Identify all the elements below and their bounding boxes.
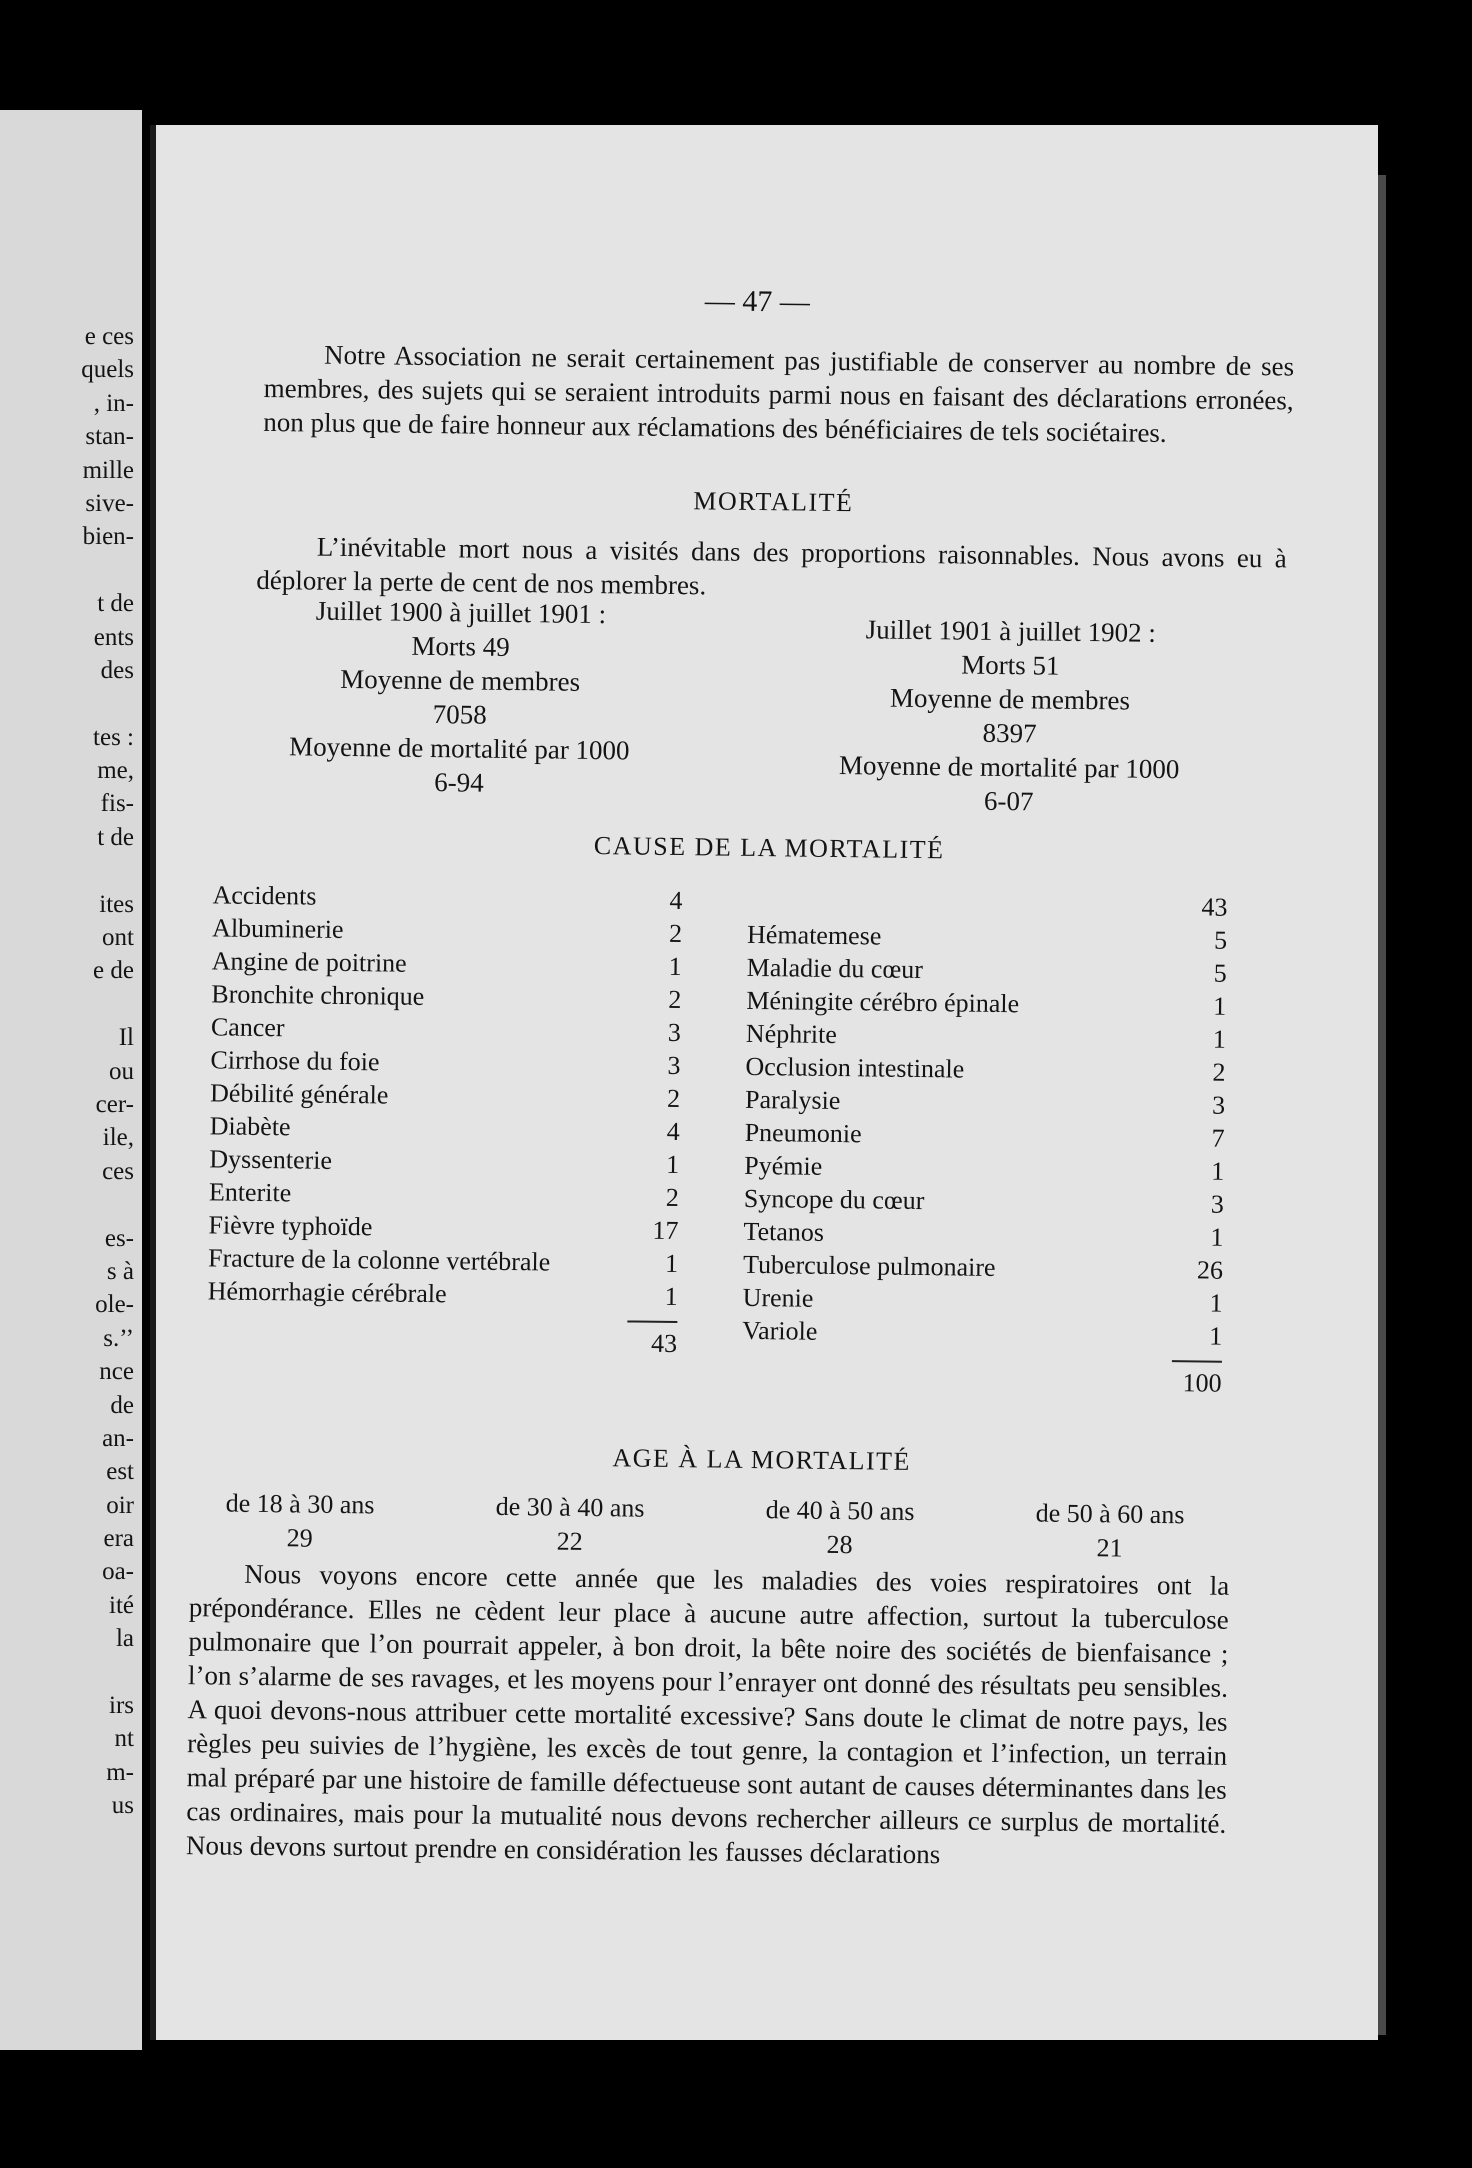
cause-name: Accidents: [212, 880, 317, 911]
stats-right-moyenne-label: Moyenne de membres: [889, 682, 1131, 716]
cause-name: Fracture de la colonne vertébrale: [207, 1243, 551, 1277]
cause-count: 7: [1211, 1123, 1225, 1153]
cause-count: 2: [666, 1083, 681, 1114]
causes-left-list: [207, 878, 683, 1360]
cause-count: 1: [1212, 1024, 1227, 1054]
cause-name: Paralysie: [744, 1084, 841, 1116]
left-page-fragment: [0, 110, 142, 2050]
left-line: s.’’: [103, 1324, 134, 1352]
left-line: fis-: [100, 790, 134, 818]
left-line: us: [111, 1792, 134, 1820]
stats-right: [779, 611, 1241, 821]
left-line: des: [100, 656, 134, 684]
left-line: stan-: [85, 423, 134, 451]
cause-count: 1: [668, 951, 682, 982]
page-content: [144, 118, 1389, 2048]
cause-count: 2: [668, 918, 683, 949]
cause-count: 17: [652, 1215, 679, 1246]
cause-name: Tuberculose pulmonaire: [742, 1249, 996, 1282]
cause-name: Hématemese: [746, 919, 882, 951]
left-line: ents: [93, 623, 134, 651]
cause-count: 1: [664, 1281, 678, 1312]
cause-count: 2: [668, 984, 682, 1015]
age-count: 29: [286, 1523, 313, 1553]
cause-name: Variole: [742, 1315, 818, 1346]
cause-name: Débilité générale: [209, 1078, 389, 1110]
left-line: tes :: [93, 723, 134, 751]
cause-count: 3: [1210, 1189, 1225, 1219]
cause-row: [743, 1248, 1223, 1287]
left-line: sive-: [85, 489, 134, 517]
cause-row: [208, 1274, 678, 1313]
cause-name: Néphrite: [745, 1018, 838, 1049]
cause-count: 4: [666, 1116, 680, 1147]
section-heading-mortalite: MORTALITÉ: [693, 486, 854, 518]
cause-row: [742, 1314, 1222, 1353]
left-line: [81, 988, 134, 1021]
page-number: — 47 —: [704, 284, 811, 319]
causes-left-total: 43: [650, 1328, 678, 1359]
age-range: de 40 à 50 ans: [765, 1495, 915, 1526]
stats-right-moyenne-value: 8397: [982, 717, 1037, 749]
left-line: nce: [99, 1358, 134, 1386]
cause-name: Urenie: [742, 1282, 814, 1313]
stats-right-mortalite-value: 6-07: [983, 785, 1034, 817]
left-line: nt: [114, 1725, 134, 1753]
left-line: [81, 1656, 134, 1689]
cause-name: Maladie du cœur: [746, 952, 924, 985]
age-group: [719, 1493, 960, 1564]
left-line: es-: [104, 1224, 134, 1252]
left-line: t de: [97, 590, 134, 618]
causes-right-carry: 43: [1201, 892, 1228, 922]
cause-name: Occlusion intestinale: [745, 1051, 965, 1084]
left-line: quels: [81, 356, 134, 384]
causes-right-total: 100: [1182, 1368, 1222, 1398]
cause-name: Hémorrhagie cérébrale: [207, 1276, 447, 1309]
left-line: la: [115, 1625, 134, 1653]
age-range: de 18 à 30 ans: [225, 1488, 375, 1520]
cause-name: Fièvre typhoïde: [208, 1210, 373, 1242]
cause-count: 26: [1196, 1255, 1224, 1285]
left-line: [81, 687, 134, 720]
stats-left-morts: Morts 49: [411, 630, 510, 662]
causes-right-list: [741, 885, 1227, 1400]
stats-right-period: Juillet 1901 à juillet 1902 :: [865, 614, 1157, 648]
total-rule: [1172, 1360, 1222, 1363]
left-line: [81, 554, 134, 587]
stats-left-moyenne-label: Moyenne de membres: [340, 663, 581, 697]
left-line: cer-: [95, 1090, 134, 1118]
cause-name: Albuminerie: [211, 913, 344, 944]
cause-count: 2: [665, 1182, 680, 1213]
stats-left-mortalite-value: 6-94: [434, 767, 484, 798]
stats-left-period: Juillet 1900 à juillet 1901 :: [315, 595, 607, 630]
left-line: e de: [93, 957, 134, 985]
total-rule: [627, 1320, 677, 1323]
left-line: ont: [102, 924, 134, 952]
cause-count: 1: [1209, 1321, 1223, 1351]
left-line: ile,: [102, 1124, 134, 1152]
cause-name: Méningite cérébro épinale: [746, 985, 1020, 1019]
section-heading-age: AGE À LA MORTALITÉ: [612, 1443, 912, 1476]
cause-name: Pyémie: [744, 1150, 823, 1181]
left-line: s à: [106, 1257, 134, 1285]
left-line: ité: [109, 1591, 134, 1619]
cause-name: Bronchite chronique: [211, 979, 425, 1011]
cause-name: Enterite: [208, 1177, 292, 1208]
stats-left: [239, 593, 681, 802]
left-line: de: [110, 1391, 134, 1419]
cause-name: Diabète: [209, 1111, 291, 1142]
cause-name: Syncope du cœur: [743, 1183, 925, 1216]
cause-name: Pneumonie: [744, 1117, 862, 1149]
left-line: mille: [82, 456, 134, 484]
cause-count: 3: [1211, 1090, 1226, 1120]
cause-name: Dyssenterie: [209, 1144, 333, 1175]
left-line: bien-: [82, 523, 134, 551]
left-line: [81, 1188, 134, 1221]
left-line: ole-: [95, 1291, 134, 1319]
cause-name: Cancer: [210, 1012, 285, 1043]
closing-paragraph: Nous voyons encore cette année que les maladies des voies respiratoires ont la prépondérance. Elles ne cèdent leur place à aucune autre affection, surtout la tuberculose pulmonaire que l’on pourrait appeler, à bon droit, la bête noire des sociétés de bienfaisance ; l’on s’alarme de ses ravages, et les moyens pour l’enrayer ont donné des résultats peu sensibles. A quoi devons-nous attribuer cette mortalité excessive? Sans doute le climat de notre pays, les règles peu suivies de l’hygiène, les excès de tout genre, la contagion et l’infection, un terrain mal préparé par une histoire de famille défectueuse sont autant de causes déterminantes dans les cas ordinaires, mais pour la mutualité nous devons rechercher ailleurs ce surplus de mortalité. Nous devons surtout prendre en considération les fausses déclarations: [185, 1558, 1230, 1870]
left-line: me,: [97, 757, 134, 785]
age-group: [179, 1486, 420, 1557]
cause-count: 5: [1213, 958, 1227, 988]
intro-paragraph: Notre Association ne serait certainement pas justifiable de conserver au nombre de ses membres, des sujets qui se seraient introduits parmi nous en faisant des déclarations erronées, non plus que de faire honneur aux réclamations des bénéficiaires de tels sociétaires.: [263, 339, 1295, 448]
mortalite-paragraph: L’inévitable mort nous a visités dans des proportions raisonnables. Nous avons eu à déplorer la perte de cent de nos membres.: [256, 531, 1287, 601]
left-line: an-: [102, 1424, 134, 1452]
stats-right-mortalite-label: Moyenne de mortalité par 1000: [838, 749, 1180, 785]
left-line: est: [106, 1458, 134, 1486]
left-line: oir: [106, 1491, 134, 1519]
cause-name: Tetanos: [743, 1216, 825, 1247]
cause-count: 2: [1212, 1057, 1226, 1087]
stats-right-morts: Morts 51: [961, 649, 1060, 681]
left-line: , in-: [93, 389, 134, 417]
cause-count: 3: [667, 1050, 681, 1081]
age-count: 22: [556, 1526, 583, 1556]
cause-count: 1: [664, 1248, 679, 1279]
age-range: de 30 à 40 ans: [495, 1491, 645, 1523]
left-line: [81, 854, 134, 887]
age-range: de 50 à 60 ans: [1035, 1498, 1185, 1530]
age-group: [449, 1489, 690, 1560]
cause-count: 1: [666, 1149, 680, 1180]
age-count: 21: [1096, 1533, 1123, 1563]
left-page-text: [81, 320, 134, 1823]
cause-count: 5: [1213, 925, 1228, 955]
left-line: ou: [109, 1057, 134, 1085]
left-line: e ces: [84, 323, 134, 350]
cause-name: Angine de poitrine: [211, 946, 407, 978]
cause-count: 1: [1209, 1288, 1223, 1318]
section-heading-cause: CAUSE DE LA MORTALITÉ: [593, 831, 945, 865]
cause-count: 3: [667, 1017, 682, 1048]
left-line: irs: [109, 1692, 134, 1720]
left-line: oa-: [102, 1558, 134, 1586]
left-line: m-: [106, 1758, 134, 1786]
cause-name: Cirrhose du foie: [210, 1045, 380, 1077]
age-count: 28: [826, 1529, 853, 1560]
stats-left-mortalite-label: Moyenne de mortalité par 1000: [288, 731, 630, 766]
cause-count: 1: [1210, 1222, 1224, 1252]
age-group: [989, 1496, 1230, 1567]
left-line: t de: [97, 823, 134, 851]
left-line: ites: [99, 890, 134, 918]
stats-left-moyenne-value: 7058: [432, 699, 487, 730]
cause-count: 4: [669, 885, 683, 916]
left-line: ces: [102, 1157, 134, 1185]
cause-count: 1: [1213, 991, 1227, 1021]
left-line: era: [103, 1525, 134, 1553]
left-line: Il: [118, 1024, 134, 1052]
document-page: [150, 125, 1378, 2040]
cause-count: 1: [1211, 1156, 1225, 1186]
